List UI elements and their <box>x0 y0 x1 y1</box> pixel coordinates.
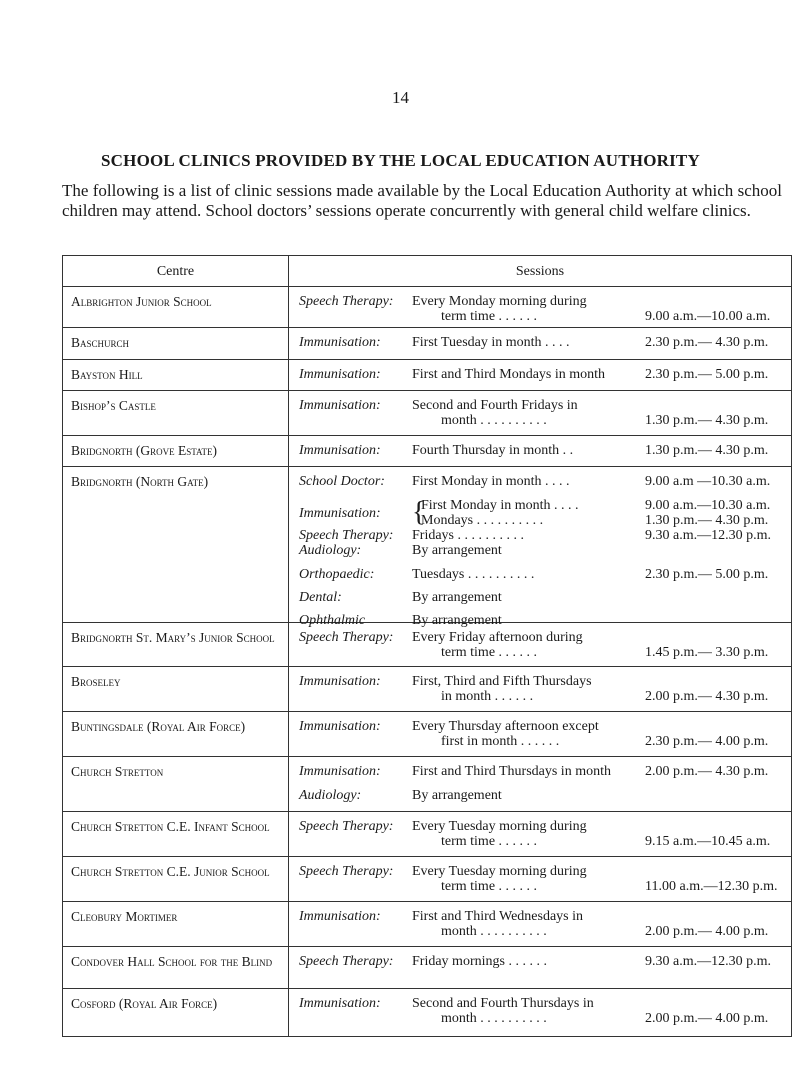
session-description: Fourth Thursday in month . . <box>412 443 574 458</box>
session-time: 1.30 p.m.— 4.30 p.m. <box>645 513 769 528</box>
session-type: Immunisation: <box>299 398 381 413</box>
centre-name: Bridgnorth (Grove Estate) <box>71 443 217 458</box>
session-time: 9.00 a.m.—10.30 a.m. <box>645 498 771 513</box>
table-row <box>63 287 791 328</box>
session-time: 2.00 p.m.— 4.30 p.m. <box>645 689 769 704</box>
table-row <box>63 989 791 1035</box>
session-description: term time . . . . . . <box>441 645 538 660</box>
session-description: term time . . . . . . <box>441 309 538 324</box>
session-time: 2.00 p.m.— 4.00 p.m. <box>645 924 769 939</box>
session-description: First and Third Thursdays in month <box>412 764 611 779</box>
table-row <box>63 667 791 712</box>
session-description: month . . . . . . . . . . <box>441 413 547 428</box>
session-description: first in month . . . . . . <box>441 734 560 749</box>
session-type: Immunisation: <box>299 719 381 734</box>
table-row <box>63 947 791 989</box>
session-description: Every Thursday afternoon except <box>412 719 599 734</box>
centre-name: Bridgnorth St. Mary’s Junior School <box>71 630 275 645</box>
session-description: By arrangement <box>412 788 502 803</box>
centre-name: Broseley <box>71 674 121 689</box>
session-type: Immunisation: <box>299 996 381 1011</box>
session-description: First, Third and Fifth Thursdays <box>412 674 592 689</box>
table-row <box>63 712 791 757</box>
session-time: 1.30 p.m.— 4.30 p.m. <box>645 443 769 458</box>
session-type: Immunisation: <box>299 443 381 458</box>
session-description: month . . . . . . . . . . <box>441 1011 547 1026</box>
session-description: By arrangement <box>412 613 502 628</box>
session-type: Speech Therapy: <box>299 528 394 543</box>
session-description: Every Tuesday morning during <box>412 819 587 834</box>
session-description: Every Tuesday morning during <box>412 864 587 879</box>
session-type: Immunisation: <box>299 335 381 350</box>
centre-name: Bridgnorth (North Gate) <box>71 474 209 489</box>
session-description: First Monday in month . . . . <box>412 474 570 489</box>
brace-icon: { <box>412 497 426 528</box>
session-type: Speech Therapy: <box>299 630 394 645</box>
session-type: Speech Therapy: <box>299 819 394 834</box>
session-time: 9.30 a.m.—12.30 p.m. <box>645 954 771 969</box>
table-row <box>63 757 791 812</box>
session-type: Immunisation: <box>299 764 381 779</box>
table-row <box>63 812 791 857</box>
session-type: Immunisation: <box>299 674 381 689</box>
session-type: Immunisation: <box>299 367 381 382</box>
session-type: Immunisation: <box>299 506 381 521</box>
session-description: term time . . . . . . <box>441 879 538 894</box>
session-time: 11.00 a.m.—12.30 p.m. <box>645 879 778 894</box>
intro-paragraph: The following is a list of clinic sessions made available by the Local Education Authority at which school children may attend. School doctors’ sessions operate concurrently with general child welfare clinics. <box>62 181 782 220</box>
centre-name: Baschurch <box>71 335 130 350</box>
session-description: Second and Fourth Thursdays in <box>412 996 594 1011</box>
session-time: 2.30 p.m.— 5.00 p.m. <box>645 567 769 582</box>
session-description: Friday mornings . . . . . . <box>412 954 547 969</box>
session-description: First Tuesday in month . . . . <box>412 335 570 350</box>
session-description: month . . . . . . . . . . <box>441 924 547 939</box>
session-time: 1.30 p.m.— 4.30 p.m. <box>645 413 769 428</box>
centre-name: Cleobury Mortimer <box>71 909 178 924</box>
session-time: 9.15 a.m.—10.45 a.m. <box>645 834 771 849</box>
header-sessions: Sessions <box>515 264 565 279</box>
session-type: Speech Therapy: <box>299 294 394 309</box>
session-description: First and Third Mondays in month <box>412 367 606 382</box>
centre-name: Bishop’s Castle <box>71 398 156 413</box>
session-type: Speech Therapy: <box>299 954 394 969</box>
centre-name: Condover Hall School for the Blind <box>71 954 273 969</box>
session-type: Audiology: <box>299 543 362 558</box>
header-centre: Centre <box>156 264 195 279</box>
session-description: By arrangement <box>412 590 502 605</box>
table-row <box>63 857 791 902</box>
clinic-table <box>62 255 792 1037</box>
table-row <box>63 328 791 360</box>
session-description: First and Third Wednesdays in <box>412 909 584 924</box>
centre-name: Church Stretton C.E. Infant School <box>71 819 270 834</box>
centre-name: Church Stretton <box>71 764 164 779</box>
table-row <box>63 902 791 947</box>
session-description: Fridays . . . . . . . . . . <box>412 528 524 543</box>
table-row <box>63 360 791 391</box>
session-description: Mondays . . . . . . . . . . <box>421 513 544 528</box>
centre-name: Cosford (Royal Air Force) <box>71 996 218 1011</box>
session-description: term time . . . . . . <box>441 834 538 849</box>
table-row <box>63 467 791 628</box>
session-description: Tuesdays . . . . . . . . . . <box>412 567 535 582</box>
centre-name: Church Stretton C.E. Junior School <box>71 864 270 879</box>
session-description: in month . . . . . . <box>441 689 534 704</box>
session-description: Every Friday afternoon during <box>412 630 583 645</box>
session-type: Orthopaedic: <box>299 567 375 582</box>
session-type: Audiology: <box>299 788 362 803</box>
session-description: By arrangement <box>412 543 502 558</box>
session-time: 9.00 a.m.—10.00 a.m. <box>645 309 771 324</box>
page-title: SCHOOL CLINICS PROVIDED BY THE LOCAL EDUCATION AUTHORITY <box>101 151 700 170</box>
session-time: 2.00 p.m.— 4.30 p.m. <box>645 764 769 779</box>
session-time: 2.30 p.m.— 5.00 p.m. <box>645 367 769 382</box>
session-time: 1.45 p.m.— 3.30 p.m. <box>645 645 769 660</box>
session-type: Speech Therapy: <box>299 864 394 879</box>
table-row <box>63 436 791 467</box>
session-time: 9.30 a.m.—12.30 p.m. <box>645 528 771 543</box>
centre-name: Buntingsdale (Royal Air Force) <box>71 719 246 734</box>
session-type: School Doctor: <box>299 474 385 489</box>
page-number: 14 <box>392 88 409 107</box>
session-description: Every Monday morning during <box>412 294 587 309</box>
session-time: 9.00 a.m —10.30 a.m. <box>645 474 771 489</box>
session-type: Dental: <box>299 590 342 605</box>
table-header <box>63 256 791 287</box>
session-time: 2.30 p.m.— 4.30 p.m. <box>645 335 769 350</box>
table-row <box>63 391 791 436</box>
centre-name: Bayston Hill <box>71 367 143 382</box>
session-time: 2.30 p.m.— 4.00 p.m. <box>645 734 769 749</box>
session-description: Second and Fourth Fridays in <box>412 398 578 413</box>
session-description: First Monday in month . . . . <box>421 498 579 513</box>
session-type: Immunisation: <box>299 909 381 924</box>
session-type: Ophthalmic <box>299 613 366 628</box>
centre-name: Albrighton Junior School <box>71 294 212 309</box>
session-time: 2.00 p.m.— 4.00 p.m. <box>645 1011 769 1026</box>
table-row <box>63 623 791 667</box>
